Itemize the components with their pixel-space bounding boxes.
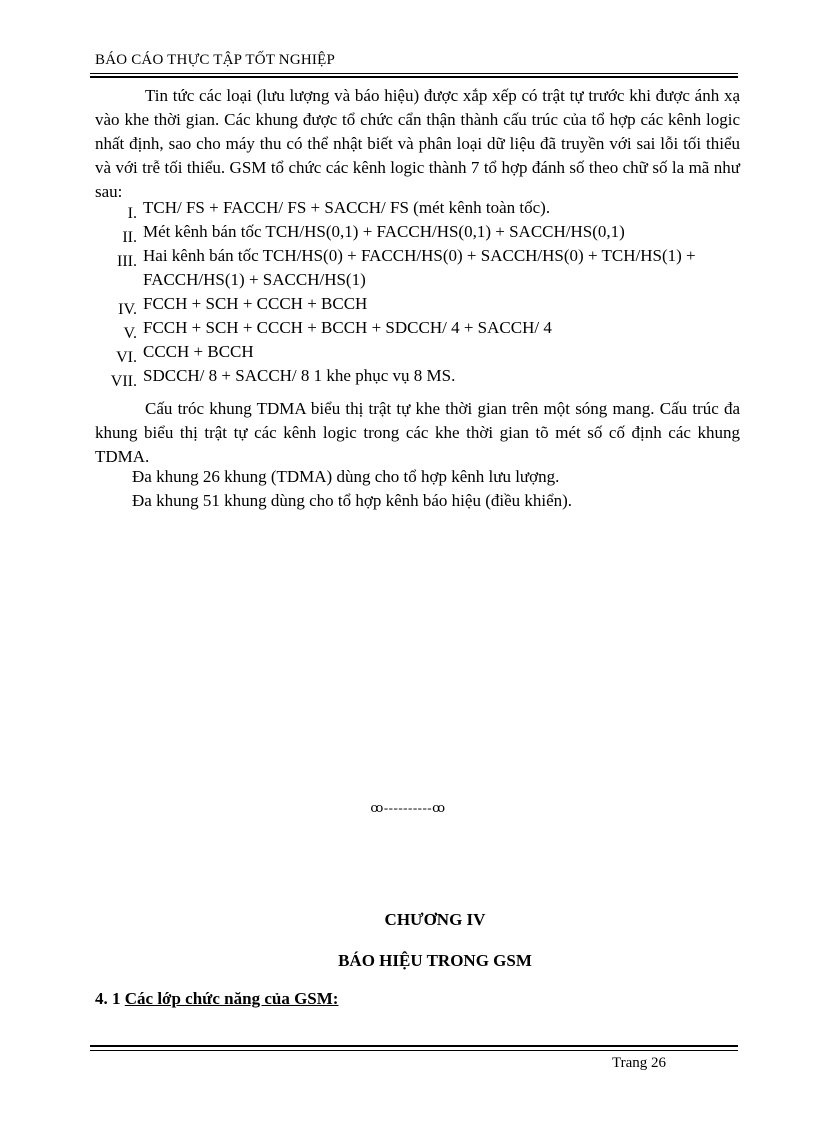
section-number: 4. 1 [95,989,121,1008]
section-title: Các lớp chức năng của GSM: [124,989,339,1008]
section-heading [95,989,338,1009]
logical-channel-combinations-list [95,196,740,388]
document-header-title: BÁO CÁO THỰC TẬP TỐT NGHIỆP [95,52,335,68]
footer-rule-thick [90,1045,738,1047]
intro-paragraph: Tin tức các loại (lưu lượng và báo hiệu) được xắp xếp có trật tự trước khi được ánh xạ vào khe thời gian. Các khung được tổ chức cẩn thận thành cấu trúc của tổ hợp các kênh logic nhất định, sao cho máy thu có thể nhật biết và phân loại dữ liệu đã truyền với sai lỗi tối thiểu và với trễ tối thiểu. GSM tổ chức các kênh logic thành 7 tổ hợp đánh số theo chữ số la mã như sau: [95,86,740,201]
list-item: IV. FCCH + SCH + CCCH + BCCH [118,294,368,318]
list-item: I. TCH/ FS + FACCH/ FS + SACCH/ FS (mét kênh toàn tốc). [127,198,551,222]
list-item: V. FCCH + SCH + CCCH + BCCH + SDCCH/ 4 + SACCH/ 4 [123,318,552,342]
multiframe-26-line: Đa khung 26 khung (TDMA) dùng cho tổ hợp kênh lưu lượng. [132,467,560,486]
list-item: II. Mét kênh bán tốc TCH/HS(0,1) + FACCH/HS(0,1) + SACCH/HS(0,1) [122,222,625,246]
footer-rule-thin [90,1050,738,1051]
tdma-structure-paragraph: Cấu tróc khung TDMA biểu thị trật tự khe thời gian trên một sóng mang. Cấu trúc đa khung biểu thị trật tự các kênh logic trong các khe thời gian tõ mét số cố định các khung TDMA. [95,399,740,466]
list-item: VII. SDCCH/ 8 + SACCH/ 8 1 khe phục vụ 8 MS. [110,366,456,390]
header-rule-thick [90,76,738,78]
list-item: III. Hai kênh bán tốc TCH/HS(0) + FACCH/HS(0) + SACCH/HS(0) + TCH/HS(1) + FACCH/HS(1) + SACCH/HS(1) [117,246,696,289]
chapter-subtitle: BÁO HIỆU TRONG GSM [338,951,532,970]
page-number: Trang 26 [612,1055,667,1071]
list-item: VI. CCCH + BCCH [116,342,254,366]
multiframe-51-line: Đa khung 51 khung dùng cho tổ hợp kênh báo hiệu (điều khiển). [132,491,573,510]
header-rule-thin [90,73,738,74]
chapter-title: CHƯƠNG IV [384,910,486,929]
section-divider-ornament: ꝏ----------ꝏ [370,800,446,815]
